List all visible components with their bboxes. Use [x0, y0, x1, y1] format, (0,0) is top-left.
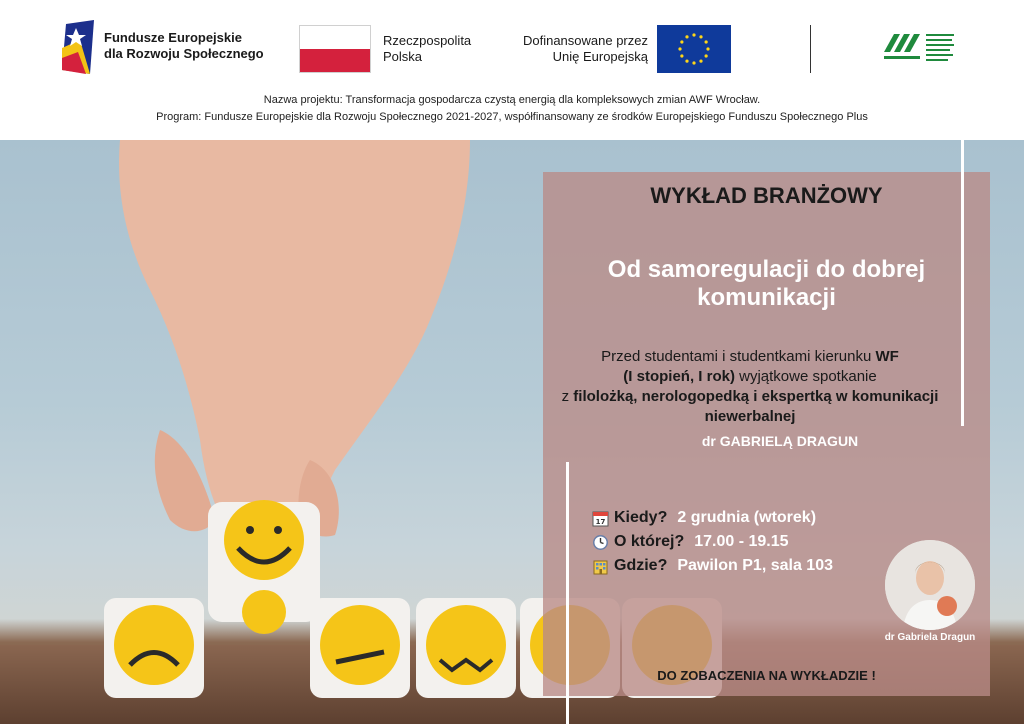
where-label: Gdzie? [614, 557, 668, 574]
rp-line-1: Rzeczpospolita [383, 33, 472, 48]
header-bar [0, 0, 1024, 140]
desc-part-3: z [561, 388, 574, 405]
when-row [592, 509, 816, 527]
eu-star [685, 60, 688, 63]
eu-star [680, 54, 683, 57]
eu-star [699, 35, 702, 38]
desc-bold-expert: filolożką, nerologopedką i ekspertką w komunikacji niewerbalnej [573, 388, 939, 425]
fundusze-europejskie-logo [60, 18, 96, 76]
desc-part-1: Przed studentami i studentkami kierunku [601, 348, 876, 365]
clock-icon [592, 534, 609, 551]
when-value: 2 grudnia (wtorek) [677, 509, 817, 526]
title-line-2: komunikacji [697, 284, 836, 311]
building-icon [592, 558, 609, 575]
speaker-name: dr GABRIELĄ DRAGUN [701, 433, 859, 449]
header-divider [810, 25, 811, 73]
eu-star [680, 40, 683, 43]
speaker-photo [885, 540, 975, 630]
desc-bold-level: (I stopień, I rok) [623, 368, 735, 385]
title-line-1: Od samoregulacji do dobrej [607, 256, 926, 283]
eu-star [699, 60, 702, 63]
lecture-title [543, 256, 990, 312]
lecture-description [550, 347, 950, 427]
ue-line-2: Unię Europejską [552, 49, 648, 64]
project-name: Nazwa projektu: Transformacja gospodarcza czystą energią dla kompleksowych zmian AWF Wrocław. [263, 94, 761, 106]
program-name: Program: Fundusze Europejskie dla Rozwoju Społecznego 2021-2027, współfinansowany ze środków Europejskiego Funduszu Społecznego Plus [156, 111, 868, 123]
eu-star [685, 35, 688, 38]
eu-star [705, 54, 708, 57]
eu-star [705, 40, 708, 43]
desc-part-2: wyjątkowe spotkanie [734, 368, 877, 385]
when-label: Kiedy? [614, 509, 668, 526]
polish-flag [299, 25, 371, 73]
eu-star [692, 33, 695, 36]
rp-line-2: Polska [383, 49, 423, 64]
where-row [592, 557, 833, 575]
eu-star [706, 47, 709, 50]
closing-message: DO ZOBACZENIA NA WYKŁADZIE ! [657, 668, 876, 683]
time-value: 17.00 - 19.15 [694, 533, 789, 550]
speaker-photo-caption: dr Gabriela Dragun [884, 632, 976, 643]
eu-star [678, 47, 681, 50]
svg-text:17: 17 [595, 517, 606, 526]
event-type-heading: WYKŁAD BRANŻOWY [650, 183, 883, 208]
time-label: O której? [614, 533, 685, 550]
eu-flag [657, 25, 731, 73]
ue-line-1: Dofinansowane przez [522, 33, 648, 48]
where-value: Pawilon P1, sala 103 [677, 557, 833, 574]
awf-wroclaw-logo [880, 28, 960, 68]
decor-line-left [566, 462, 569, 724]
eu-star [692, 61, 695, 64]
ue-logo-text [508, 33, 648, 65]
fe-line-2: dla Rozwoju Społecznego [104, 46, 264, 61]
speaker-portrait [885, 540, 975, 630]
time-row [592, 533, 789, 551]
fe-line-1: Fundusze Europejskie [104, 30, 242, 45]
calendar-icon [592, 510, 609, 527]
fe-logo-text [104, 30, 264, 62]
rp-logo-text [383, 33, 471, 65]
desc-bold-field: WF [875, 348, 899, 365]
